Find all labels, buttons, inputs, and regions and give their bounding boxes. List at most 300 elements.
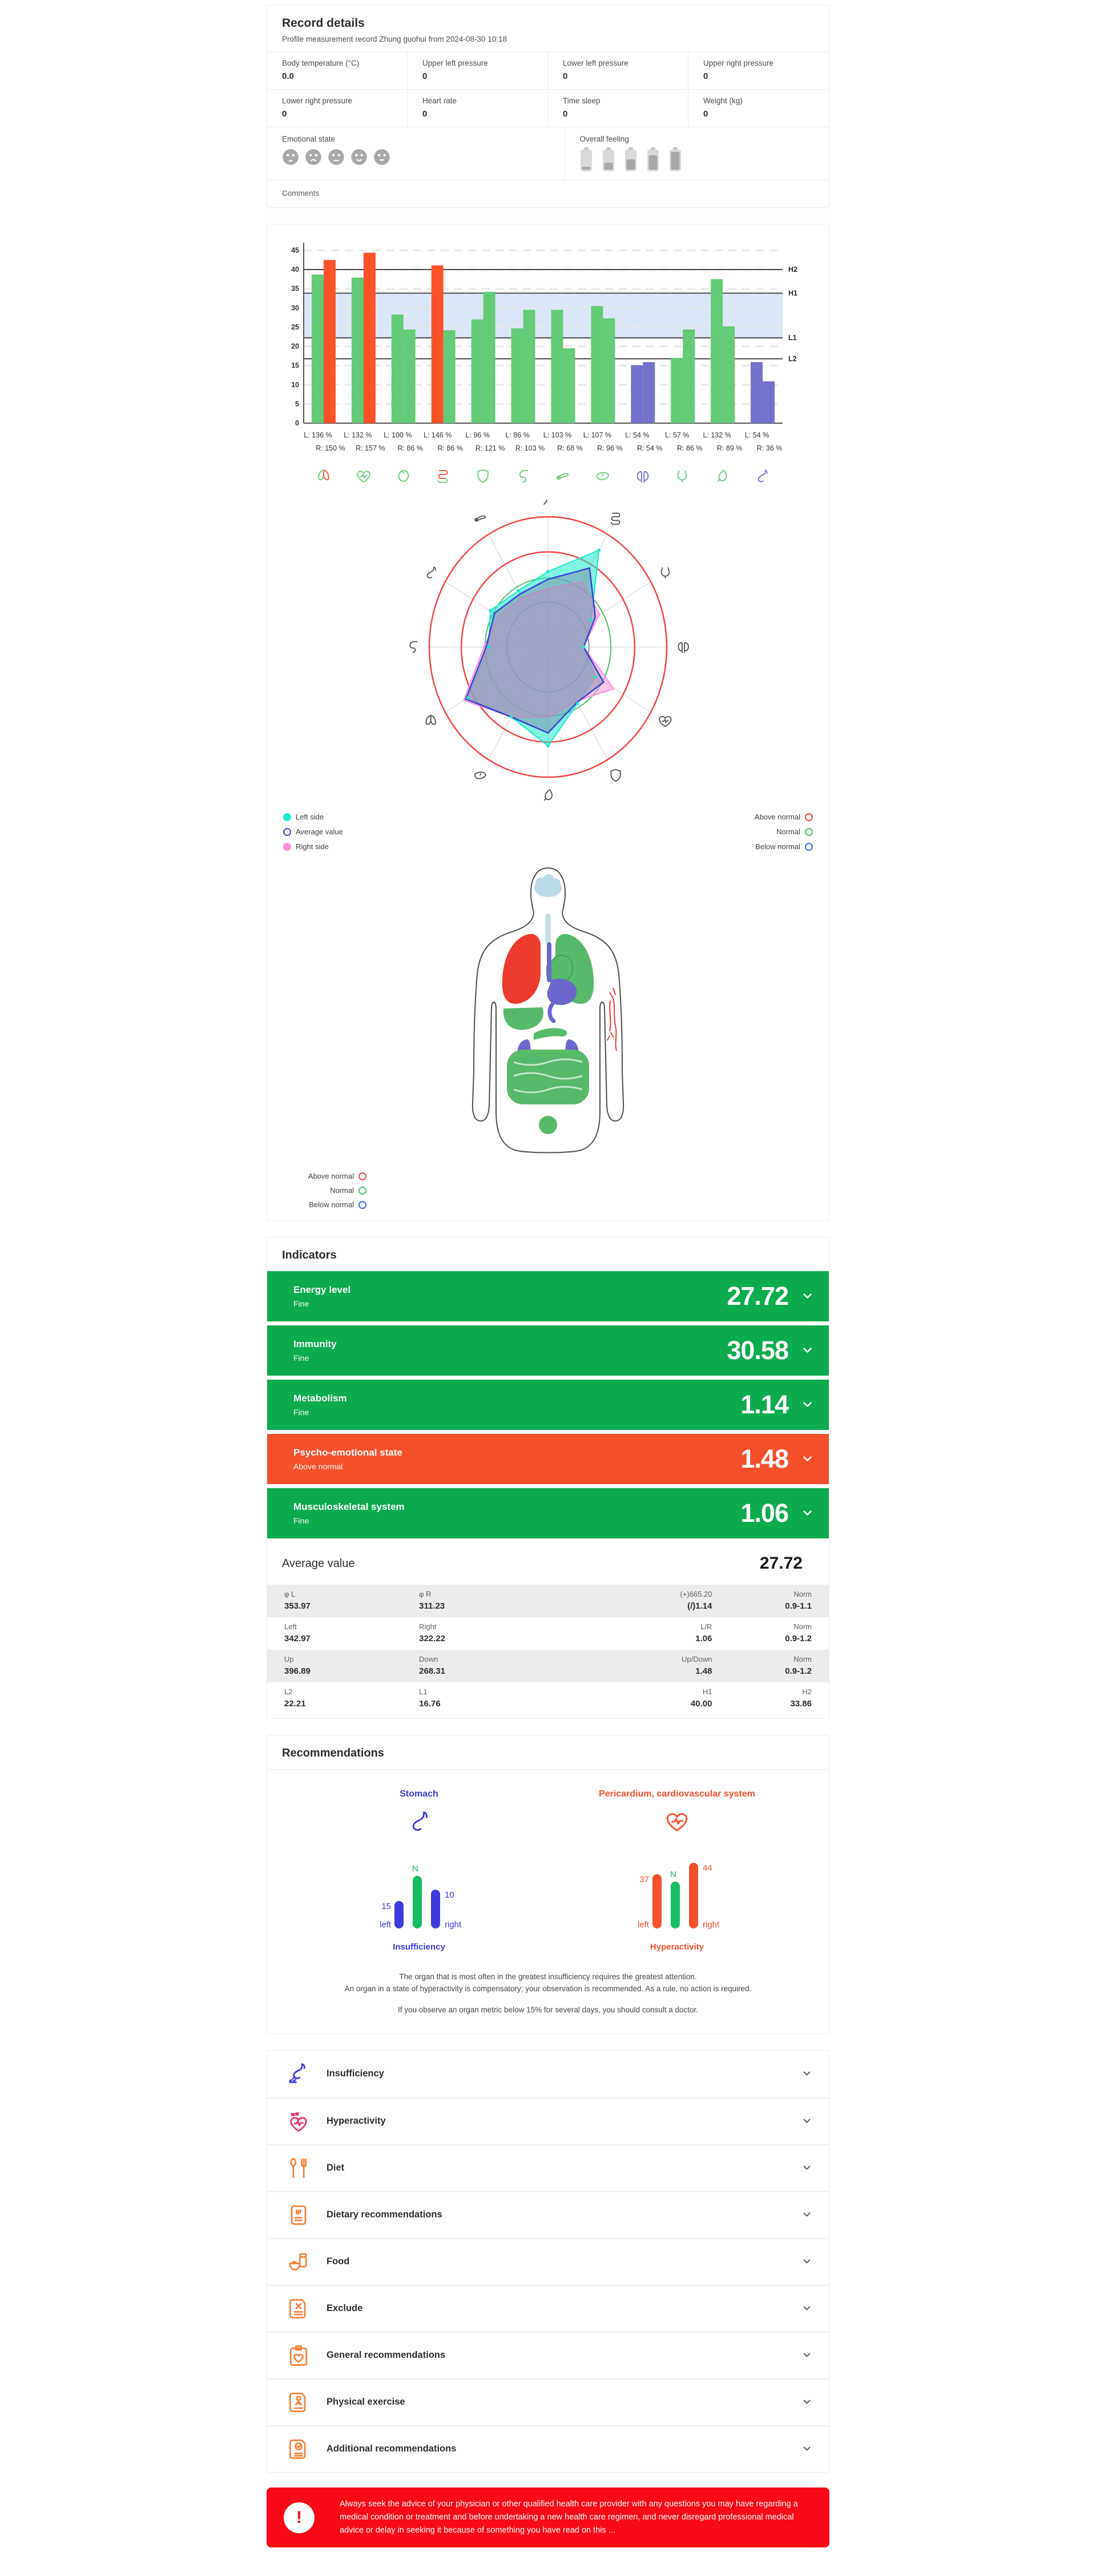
stats-cell-label: φ R bbox=[419, 1590, 432, 1598]
svg-text:L: 132 %: L: 132 % bbox=[703, 431, 731, 439]
legend-normal bbox=[755, 827, 813, 836]
svg-text:15: 15 bbox=[291, 361, 299, 370]
indicator-label: Metabolism bbox=[293, 1393, 347, 1404]
indicator-label: Immunity bbox=[293, 1339, 337, 1349]
left-side-dot-icon bbox=[283, 813, 291, 821]
indicator-value: 1.06 bbox=[740, 1498, 788, 1528]
overall-feeling-batteries bbox=[580, 147, 814, 171]
below-normal-circle-icon bbox=[358, 1201, 366, 1209]
body-diagram bbox=[281, 861, 815, 1164]
radar-axis-intestine bbox=[611, 513, 620, 524]
organ-radar-chart bbox=[281, 500, 815, 802]
exclamation-icon: ! bbox=[284, 2502, 315, 2533]
stats-cell-label: H2 bbox=[802, 1687, 812, 1696]
chevron-down-icon[interactable] bbox=[803, 1348, 812, 1353]
emotional-state-cell bbox=[267, 127, 565, 180]
record-field-label: Weight (kg) bbox=[703, 97, 743, 105]
organ-state-label: Hyperactivity bbox=[650, 1942, 704, 1952]
mini-right-label: right bbox=[445, 1920, 462, 1930]
above-normal-circle-icon bbox=[358, 1172, 366, 1180]
face-smile-open-icon[interactable] bbox=[373, 148, 390, 166]
record-field-label: Heart rate bbox=[422, 97, 457, 105]
accordion-item-exclude[interactable] bbox=[267, 2285, 829, 2332]
record-field-value: 0.0 bbox=[282, 71, 294, 81]
svg-text:R: 157 %: R: 157 % bbox=[356, 444, 385, 452]
page-title: Record details bbox=[282, 17, 365, 30]
below-normal-circle-icon bbox=[805, 843, 813, 851]
record-field-value: 0 bbox=[422, 109, 428, 119]
svg-text:L: 86 %: L: 86 % bbox=[505, 431, 530, 439]
organ-lungs bbox=[304, 468, 344, 485]
record-field-label: Body temperature (°C) bbox=[282, 59, 360, 67]
record-field-value: 0 bbox=[703, 71, 708, 81]
accordion-item-additional-recommendations[interactable] bbox=[267, 2425, 829, 2472]
medical-disclaimer-banner bbox=[267, 2487, 829, 2548]
face-sad-open-icon[interactable] bbox=[282, 148, 299, 166]
radar-axis-pancreas bbox=[475, 516, 485, 521]
organ-title: Pericardium, cardiovascular system bbox=[599, 1789, 755, 1799]
doc-cutlery-icon bbox=[286, 2203, 311, 2228]
organ-liver bbox=[583, 468, 623, 485]
record-field-value: 0 bbox=[282, 109, 287, 119]
stats-cell-value: 1.06 bbox=[695, 1634, 712, 1643]
radar-axis-gallbladder bbox=[545, 790, 552, 800]
indicator-label: Energy level bbox=[293, 1284, 351, 1295]
heart-icon bbox=[395, 468, 412, 485]
liver-icon bbox=[594, 468, 611, 485]
chevron-down-icon bbox=[803, 2306, 811, 2311]
chevron-down-icon bbox=[803, 2165, 811, 2171]
svg-text:R: 103 %: R: 103 % bbox=[515, 444, 545, 452]
indicator-value: 1.14 bbox=[740, 1390, 788, 1419]
stats-cell-value: 0.9-1.2 bbox=[785, 1666, 812, 1676]
accordion-item-hyperactivity[interactable] bbox=[267, 2097, 829, 2144]
accordion-item-label: Hyperactivity bbox=[327, 2116, 386, 2127]
indicator-label: Psycho-emotional state bbox=[293, 1447, 402, 1458]
charts-card bbox=[267, 224, 829, 1221]
stats-cell-label: Norm bbox=[793, 1590, 812, 1598]
stats-cell bbox=[419, 1687, 595, 1709]
radar-axis-liver bbox=[475, 772, 486, 778]
record-fields-grid bbox=[267, 51, 829, 127]
accordion-item-label: General recommendations bbox=[327, 2350, 446, 2361]
svg-text:L1: L1 bbox=[788, 333, 797, 342]
chevron-down-icon bbox=[803, 2212, 811, 2217]
svg-text:R: 150 %: R: 150 % bbox=[316, 444, 345, 452]
mini-left-label: left bbox=[379, 1920, 391, 1930]
chevron-down-icon bbox=[803, 2259, 811, 2264]
legend-above-normal-label: Above normal bbox=[754, 813, 800, 821]
record-field-label: Upper left pressure bbox=[422, 59, 488, 67]
accordion-item-food[interactable] bbox=[267, 2238, 829, 2285]
organ-immunity bbox=[463, 468, 503, 485]
record-field-label: Time sleep bbox=[563, 97, 601, 105]
mini-norm-label: N bbox=[412, 1864, 418, 1874]
stats-cell bbox=[284, 1622, 419, 1643]
recommended-organ-stomach bbox=[325, 1789, 513, 1952]
stats-cell-value: 40.00 bbox=[690, 1699, 712, 1709]
indicator-value: 1.48 bbox=[740, 1444, 788, 1473]
stats-cell-label: L1 bbox=[419, 1687, 428, 1696]
average-value-number: 27.72 bbox=[759, 1554, 803, 1573]
stats-cell-label: Norm bbox=[793, 1622, 812, 1631]
svg-text:R: 121 %: R: 121 % bbox=[475, 444, 505, 452]
indicator-bars bbox=[267, 1271, 829, 1538]
emotional-state-label: Emotional state bbox=[282, 135, 336, 143]
stats-cell bbox=[595, 1655, 712, 1676]
clipboard-heart-icon bbox=[286, 2343, 311, 2368]
record-field-value: 0 bbox=[563, 71, 568, 81]
record-field-value: 0 bbox=[563, 109, 568, 119]
stats-cell-label: L/R bbox=[700, 1622, 712, 1631]
svg-text:R: 96 %: R: 96 % bbox=[597, 444, 623, 452]
stats-cell-label: Left bbox=[284, 1622, 297, 1631]
svg-text:H1: H1 bbox=[788, 289, 797, 298]
stats-cell-label: φ L bbox=[284, 1590, 296, 1598]
radar-axis-duodenum bbox=[410, 642, 417, 653]
heart-arrows-up-icon bbox=[286, 2109, 311, 2134]
svg-text:5: 5 bbox=[295, 400, 299, 408]
accordion-item-insufficiency[interactable] bbox=[267, 2051, 829, 2097]
note-line: An organ in a state of hyperactivity is compensatory; your observation is recommended. As a rule, no action is required. bbox=[344, 1984, 752, 1993]
record-field-label: Lower right pressure bbox=[282, 97, 353, 105]
svg-text:L: 57 %: L: 57 % bbox=[665, 431, 690, 439]
stats-cell-label: Norm bbox=[793, 1655, 812, 1663]
recommendations-title: Recommendations bbox=[267, 1735, 829, 1770]
stats-cell bbox=[284, 1655, 419, 1676]
body-legend-below-label: Below normal bbox=[309, 1200, 354, 1209]
legend-below-normal-label: Below normal bbox=[755, 842, 800, 851]
stomach-icon bbox=[754, 468, 771, 485]
chevron-down-icon[interactable] bbox=[803, 1293, 812, 1299]
indicator-psycho-emotional-state[interactable] bbox=[267, 1434, 829, 1484]
organ-heart bbox=[384, 468, 424, 485]
organ-stomach bbox=[742, 468, 782, 485]
radar-legend bbox=[281, 813, 815, 851]
recommendations-accordion bbox=[267, 2050, 829, 2473]
indicators-card bbox=[267, 1237, 829, 1719]
accordion-item-label: Dietary recommendations bbox=[327, 2209, 442, 2220]
svg-text:L: 54 %: L: 54 % bbox=[625, 431, 650, 439]
accordion-item-label: Additional recommendations bbox=[327, 2444, 457, 2454]
organ-state-label: Insufficiency bbox=[393, 1942, 445, 1952]
stats-cell bbox=[595, 1622, 712, 1643]
accordion-item-physical-exercise[interactable] bbox=[267, 2378, 829, 2425]
accordion-item-general-recommendations[interactable] bbox=[267, 2332, 829, 2378]
recommended-organs bbox=[267, 1770, 829, 1956]
stats-cell-value: 0.9-1.2 bbox=[785, 1634, 812, 1643]
battery-icon[interactable] bbox=[647, 147, 659, 171]
mini-right-value: 44 bbox=[703, 1863, 712, 1873]
stats-cell-value: 1.48 bbox=[695, 1666, 712, 1676]
body-legend-normal bbox=[281, 1186, 366, 1195]
stats-cell bbox=[712, 1590, 812, 1611]
svg-text:H2: H2 bbox=[788, 266, 797, 274]
normal-circle-icon bbox=[805, 828, 813, 836]
record-subtitle: Profile measurement record Zhung guohui from 2024-08-30 10:18 bbox=[282, 35, 507, 43]
recommendation-notes bbox=[267, 1956, 829, 2034]
record-field-4[interactable] bbox=[267, 90, 408, 127]
legend-right-side-label: Right side bbox=[296, 842, 329, 851]
record-field-5[interactable] bbox=[408, 90, 548, 127]
mini-right-value: 10 bbox=[445, 1890, 454, 1900]
intestine-icon bbox=[434, 468, 452, 485]
chevron-down-icon bbox=[803, 2400, 811, 2405]
stats-cell-value: 311.23 bbox=[419, 1601, 445, 1611]
svg-text:R: 86 %: R: 86 % bbox=[676, 444, 703, 452]
legend-normal-label: Normal bbox=[776, 827, 800, 836]
svg-text:R: 36 %: R: 36 % bbox=[756, 444, 783, 452]
record-field-2[interactable] bbox=[548, 52, 688, 90]
doc-x-icon bbox=[286, 2296, 311, 2321]
overall-feeling-label: Overall feeling bbox=[579, 135, 629, 143]
svg-text:0: 0 bbox=[295, 419, 299, 427]
stats-cell-value: 22.21 bbox=[284, 1699, 306, 1709]
comments-field[interactable]: Comments bbox=[267, 180, 829, 207]
radar-legend-zones bbox=[755, 813, 813, 851]
radar-axis-kidneys bbox=[678, 642, 688, 653]
face-neutral-icon[interactable] bbox=[328, 148, 345, 166]
stats-table-row bbox=[267, 1682, 829, 1715]
accordion-item-diet[interactable] bbox=[267, 2144, 829, 2191]
heart-pulse-icon bbox=[664, 1809, 690, 1835]
recommendations-card bbox=[267, 1735, 829, 2034]
indicator-label: Musculoskeletal system bbox=[293, 1501, 405, 1512]
normal-circle-label: Normal bbox=[330, 1186, 354, 1195]
chevron-down-icon[interactable] bbox=[803, 1456, 812, 1462]
record-field-value: 0 bbox=[422, 71, 428, 81]
stats-table-row bbox=[267, 1650, 829, 1682]
battery-icon[interactable] bbox=[669, 147, 682, 171]
stats-cell bbox=[284, 1687, 419, 1709]
legend-average-value bbox=[283, 827, 343, 836]
svg-text:L: 103 %: L: 103 % bbox=[543, 431, 572, 439]
indicator-musculoskeletal-system[interactable] bbox=[267, 1488, 829, 1538]
mini-bar-chart bbox=[611, 1844, 743, 1934]
legend-right-side bbox=[283, 842, 343, 851]
legend-below-normal bbox=[755, 842, 813, 851]
food-jar-icon bbox=[286, 2249, 311, 2274]
legend-left-side-label: Left side bbox=[296, 813, 324, 821]
organ-icons-row bbox=[281, 468, 815, 485]
stats-cell-value: 322.22 bbox=[419, 1634, 446, 1643]
stats-cell bbox=[284, 1590, 419, 1611]
radar-axis-lungs bbox=[426, 715, 435, 725]
indicator-status: Fine bbox=[293, 1353, 309, 1363]
body-legend-below bbox=[281, 1200, 366, 1209]
stats-cell-value: 16.76 bbox=[419, 1699, 441, 1709]
recommended-organ-pericardium bbox=[583, 1789, 771, 1952]
face-sad-icon[interactable] bbox=[305, 148, 322, 166]
svg-text:L: 54 %: L: 54 % bbox=[744, 431, 769, 439]
svg-text:L2: L2 bbox=[788, 355, 797, 363]
mini-right-label: right bbox=[703, 1920, 720, 1930]
legend-above-normal bbox=[755, 813, 813, 821]
svg-text:20: 20 bbox=[291, 342, 299, 351]
accordion-item-dietary-recommendations[interactable] bbox=[267, 2191, 829, 2238]
average-value-label: Average value bbox=[282, 1557, 355, 1570]
disclaimer-text: Always seek the advice of your physician or other qualified health care provider with any questions you may have regarding a medical condition or treatment and before undertaking a new health care regimen, and never disregard professional medical advice or delay in seeking it because of something you have read on this ... bbox=[340, 2499, 798, 2535]
battery-icon[interactable] bbox=[580, 147, 593, 171]
accordion-item-label: Diet bbox=[327, 2163, 345, 2173]
svg-text:R: 68 %: R: 68 % bbox=[557, 444, 583, 452]
stats-cell bbox=[712, 1687, 812, 1709]
body-legend-above-label: Above normal bbox=[308, 1172, 354, 1180]
svg-text:35: 35 bbox=[291, 284, 299, 293]
stats-cell bbox=[419, 1622, 595, 1643]
svg-text:R: 89 %: R: 89 % bbox=[716, 444, 743, 452]
svg-text:L: 107 %: L: 107 % bbox=[583, 431, 612, 439]
gallbladder-icon bbox=[714, 468, 731, 485]
radar-axis-immunity bbox=[611, 770, 620, 781]
page-container bbox=[267, 0, 829, 2576]
duodenum-icon bbox=[514, 468, 531, 485]
stats-cell bbox=[595, 1687, 712, 1709]
mini-left-value: 37 bbox=[639, 1875, 649, 1884]
shield-icon bbox=[474, 468, 491, 485]
accordion-item-label: Food bbox=[327, 2256, 350, 2267]
radar-axis-stomach bbox=[428, 567, 436, 578]
svg-text:L: 146 %: L: 146 % bbox=[424, 431, 452, 439]
pancreas-icon bbox=[554, 468, 571, 485]
chevron-down-icon bbox=[803, 2071, 811, 2076]
body-legend-above bbox=[281, 1172, 366, 1180]
svg-text:L: 100 %: L: 100 % bbox=[384, 431, 412, 439]
record-field-6[interactable] bbox=[548, 90, 688, 127]
indicator-status: Fine bbox=[293, 1299, 309, 1308]
stats-cell-value: 396.89 bbox=[284, 1666, 311, 1676]
svg-text:R: 54 %: R: 54 % bbox=[637, 444, 663, 452]
stats-cell-label: Right bbox=[419, 1622, 437, 1631]
accordion-item-label: Physical exercise bbox=[327, 2397, 405, 2408]
stats-cell-label: Up bbox=[284, 1655, 294, 1663]
mini-left-value: 15 bbox=[381, 1902, 391, 1911]
stats-cell-value: 342.97 bbox=[284, 1634, 311, 1643]
stats-cell-value: (/)1.14 bbox=[687, 1601, 712, 1611]
chevron-down-icon[interactable] bbox=[803, 1402, 812, 1408]
svg-text:30: 30 bbox=[291, 304, 299, 312]
svg-text:L: 132 %: L: 132 % bbox=[344, 431, 372, 439]
stats-cell bbox=[712, 1622, 812, 1643]
stats-cell-value: 268.31 bbox=[419, 1666, 446, 1676]
stats-table-row bbox=[267, 1585, 829, 1617]
body-legend bbox=[281, 1172, 366, 1209]
indicators-title: Indicators bbox=[282, 1249, 337, 1261]
organ-kidneys bbox=[623, 468, 663, 485]
indicator-status: Fine bbox=[293, 1408, 309, 1417]
kidneys-icon bbox=[634, 468, 651, 485]
svg-text:L: 136 %: L: 136 % bbox=[304, 431, 332, 439]
svg-text:45: 45 bbox=[291, 246, 299, 255]
mini-norm-label: N bbox=[670, 1870, 676, 1879]
overall-feeling-cell bbox=[565, 127, 829, 180]
indicator-metabolism[interactable] bbox=[267, 1380, 829, 1430]
emotional-state-faces bbox=[282, 148, 550, 166]
record-field-value: 0 bbox=[703, 109, 708, 119]
record-field-label: Lower left pressure bbox=[563, 59, 628, 67]
stats-cell bbox=[419, 1655, 595, 1676]
right-side-dot-icon bbox=[283, 843, 291, 851]
organ-pancreas bbox=[543, 468, 583, 485]
normal-circle-icon bbox=[358, 1187, 366, 1195]
above-normal-circle-icon bbox=[805, 813, 813, 821]
face-smile-icon[interactable] bbox=[350, 148, 368, 166]
chevron-down-icon[interactable] bbox=[803, 1510, 812, 1516]
radar-legend-series bbox=[283, 813, 343, 851]
record-field-label: Upper right pressure bbox=[703, 59, 774, 67]
stats-cell-label: H1 bbox=[702, 1687, 712, 1696]
stats-cell-label: L2 bbox=[284, 1687, 293, 1696]
note-line: If you observe an organ metric below 15% for several days, you should consult a doctor. bbox=[397, 2005, 699, 2014]
stats-cell-value: 353.97 bbox=[284, 1601, 311, 1611]
mini-bar-chart bbox=[353, 1844, 485, 1934]
indicator-status: Fine bbox=[293, 1516, 309, 1525]
indicator-status: Above normal bbox=[293, 1462, 343, 1471]
lungs-icon bbox=[315, 468, 332, 485]
record-field-7[interactable] bbox=[688, 90, 829, 127]
heart-pulse-icon bbox=[355, 468, 372, 485]
radar-axis-bladder bbox=[661, 568, 669, 578]
svg-text:R: 86 %: R: 86 % bbox=[397, 444, 424, 452]
record-details-card bbox=[267, 5, 829, 208]
doc-check-icon bbox=[286, 2437, 311, 2462]
average-value-dot-icon bbox=[283, 828, 291, 836]
stats-cell-label: Down bbox=[419, 1655, 438, 1663]
radar-axis-musculoskeletal bbox=[544, 500, 553, 504]
legend-left-side bbox=[283, 813, 343, 821]
record-details-header bbox=[267, 5, 829, 51]
organ-gallbladder bbox=[702, 468, 742, 485]
note-line: The organ that is most often in the greatest insufficiency requires the greatest attention. bbox=[399, 1972, 697, 1981]
battery-icon[interactable] bbox=[602, 147, 615, 171]
battery-icon[interactable] bbox=[624, 147, 637, 171]
doc-person-icon bbox=[286, 2390, 311, 2415]
organ-title: Stomach bbox=[400, 1789, 438, 1799]
svg-text:10: 10 bbox=[291, 380, 299, 389]
stats-cell bbox=[712, 1655, 812, 1676]
organ-pericardium bbox=[344, 468, 384, 485]
svg-text:L: 96 %: L: 96 % bbox=[465, 431, 490, 439]
cutlery-icon bbox=[286, 2156, 311, 2181]
stats-cell-label: (+)665.20 bbox=[680, 1590, 712, 1598]
mini-left-label: left bbox=[637, 1920, 649, 1930]
record-mood-row bbox=[267, 127, 829, 180]
indicator-immunity[interactable] bbox=[267, 1325, 829, 1376]
chevron-down-icon bbox=[803, 2353, 811, 2358]
organ-duodenum bbox=[503, 468, 543, 485]
stats-cell-value: 0.9-1.1 bbox=[785, 1601, 812, 1611]
average-value-row bbox=[267, 1542, 829, 1585]
record-field-0[interactable] bbox=[267, 52, 408, 90]
record-field-1[interactable] bbox=[408, 52, 548, 90]
svg-text:R: 86 %: R: 86 % bbox=[437, 444, 463, 452]
indicator-energy-level[interactable] bbox=[267, 1271, 829, 1321]
stomach-icon bbox=[406, 1809, 432, 1835]
stats-table bbox=[267, 1585, 829, 1715]
stats-cell-label: Up/Down bbox=[681, 1655, 712, 1663]
organ-balance-bar-chart bbox=[281, 237, 815, 467]
record-field-3[interactable] bbox=[688, 52, 829, 90]
stats-cell bbox=[419, 1590, 595, 1611]
indicator-value: 30.58 bbox=[727, 1336, 788, 1365]
accordion-item-label: Insufficiency bbox=[327, 2068, 384, 2079]
accordion-item-label: Exclude bbox=[327, 2303, 363, 2314]
chevron-down-icon bbox=[803, 2446, 811, 2452]
svg-text:40: 40 bbox=[291, 266, 299, 274]
legend-average-value-label: Average value bbox=[296, 827, 343, 836]
svg-text:25: 25 bbox=[291, 323, 299, 331]
stats-table-row bbox=[267, 1617, 829, 1650]
